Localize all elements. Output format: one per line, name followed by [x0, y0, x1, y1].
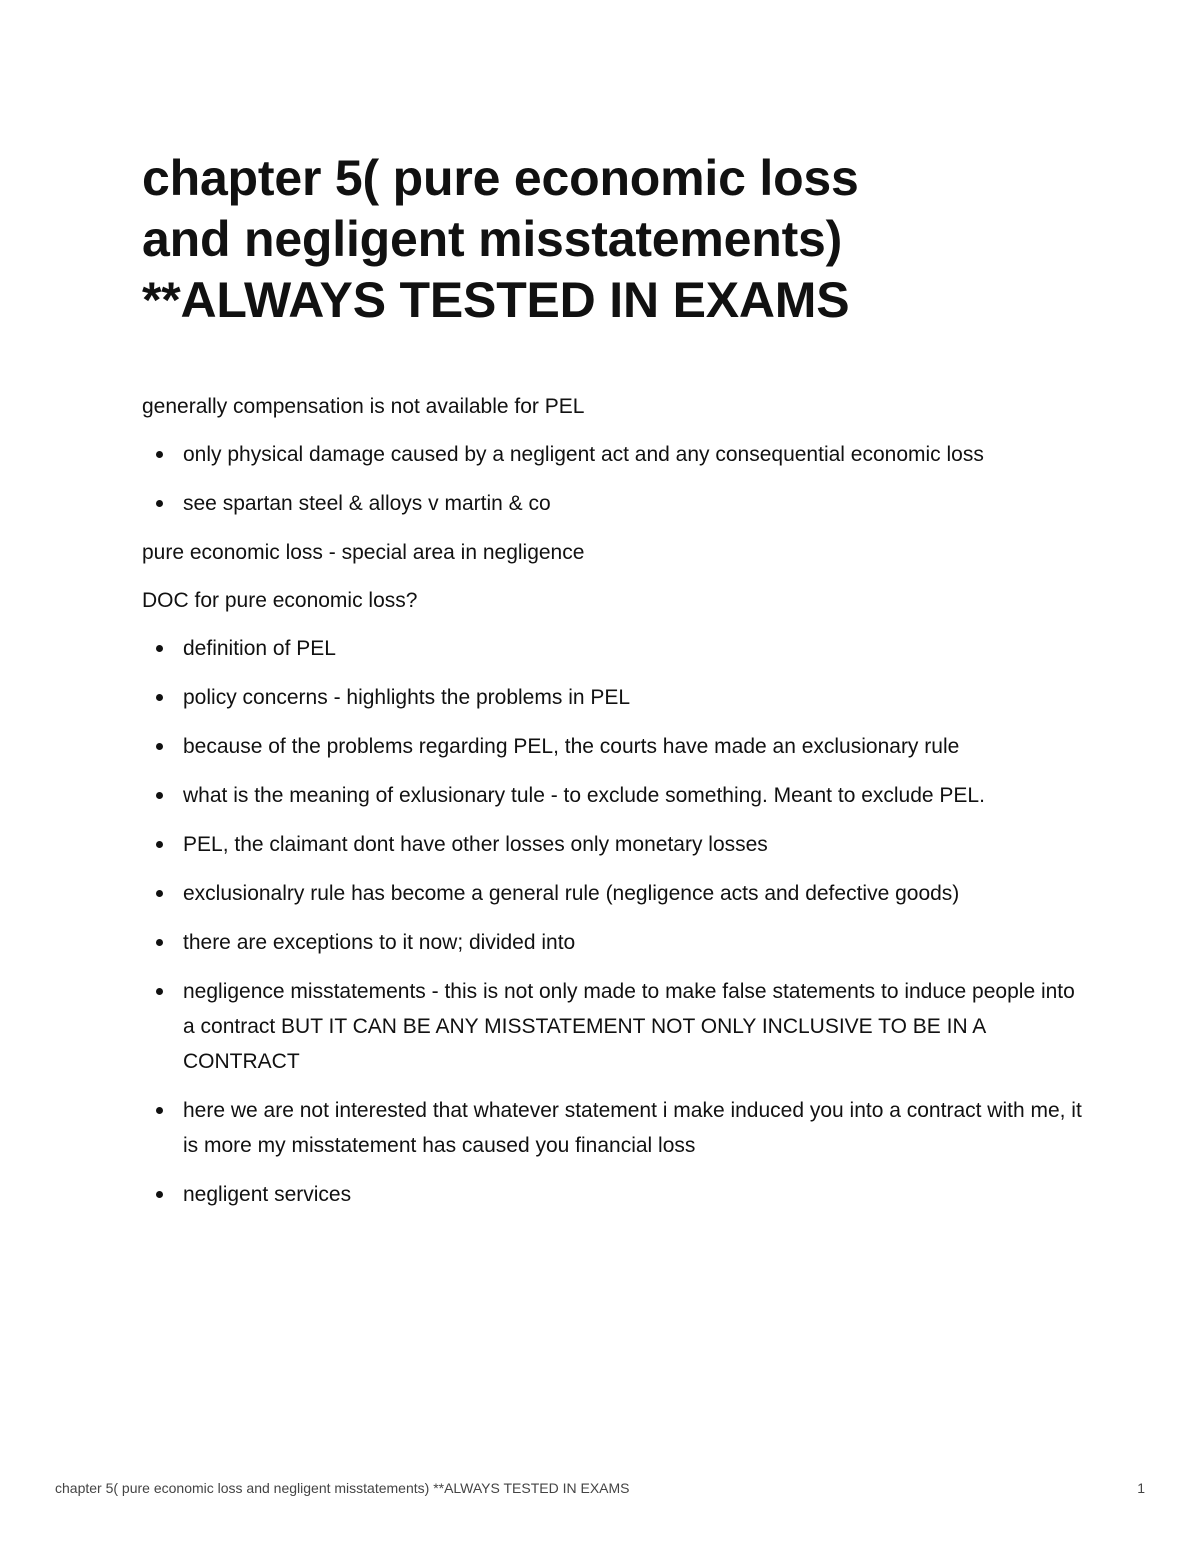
list-item [142, 974, 1082, 1079]
list-item-text: policy concerns - highlights the problems in PEL [183, 686, 631, 709]
title-line: **ALWAYS TESTED IN EXAMS [142, 272, 850, 328]
page-content [142, 148, 1082, 1226]
list-item [142, 1093, 1082, 1163]
list-item-text: because of the problems regarding PEL, the courts have made an exclusionary rule [183, 735, 960, 758]
list-item [142, 729, 1082, 764]
list-item [142, 680, 1082, 715]
list-item [142, 1177, 1082, 1212]
bullet-icon [156, 500, 163, 507]
page-footer [55, 1480, 1145, 1500]
list-item-text: PEL, the claimant dont have other losses only monetary losses [183, 833, 768, 856]
list-item-text: there are exceptions to it now; divided into [183, 931, 576, 954]
document-body [142, 389, 1082, 1212]
footer-title: chapter 5( pure economic loss and negligent misstatements) **ALWAYS TESTED IN EXAMS [55, 1480, 630, 1496]
list-item [142, 827, 1082, 862]
paragraph: DOC for pure economic loss? [142, 589, 418, 612]
bullet-list [142, 631, 1082, 1212]
bullet-list [142, 437, 1082, 521]
bullet-icon [156, 792, 163, 799]
list-item-text: exclusionalry rule has become a general rule (negligence acts and defective goods) [183, 882, 960, 905]
bullet-icon [156, 841, 163, 848]
bullet-icon [156, 1107, 163, 1114]
bullet-icon [156, 694, 163, 701]
list-item-text: negligent services [183, 1183, 352, 1206]
title-line: and negligent misstatements) [142, 211, 843, 267]
list-item [142, 925, 1082, 960]
page-title [142, 148, 1082, 331]
bullet-icon [156, 1191, 163, 1198]
paragraph: generally compensation is not available for PEL [142, 395, 585, 418]
list-item-text: see spartan steel & alloys v martin & co [183, 492, 551, 515]
list-item-text: definition of PEL [183, 637, 336, 660]
bullet-icon [156, 890, 163, 897]
list-item-text: only physical damage caused by a negligent act and any consequential economic loss [183, 443, 984, 466]
list-item-text: what is the meaning of exlusionary tule - to exclude something. Meant to exclude PEL. [183, 784, 985, 807]
bullet-icon [156, 939, 163, 946]
bullet-icon [156, 645, 163, 652]
list-item [142, 631, 1082, 666]
bullet-icon [156, 451, 163, 458]
bullet-icon [156, 988, 163, 995]
list-item [142, 778, 1082, 813]
page-number: 1 [1137, 1480, 1145, 1496]
bullet-icon [156, 743, 163, 750]
list-item-text: here we are not interested that whatever statement i make induced you into a contract with me, it is more my misstatement has caused you financial loss [183, 1099, 1082, 1157]
paragraph: pure economic loss - special area in negligence [142, 541, 585, 564]
list-item [142, 437, 1082, 472]
list-item [142, 876, 1082, 911]
list-item-text: negligence misstatements - this is not only made to make false statements to induce people into a contract BUT IT CAN BE ANY MISSTATEMENT NOT ONLY INCLUSIVE TO BE IN A CONTRACT [183, 980, 1075, 1073]
title-line: chapter 5( pure economic loss [142, 150, 859, 206]
list-item [142, 486, 1082, 521]
